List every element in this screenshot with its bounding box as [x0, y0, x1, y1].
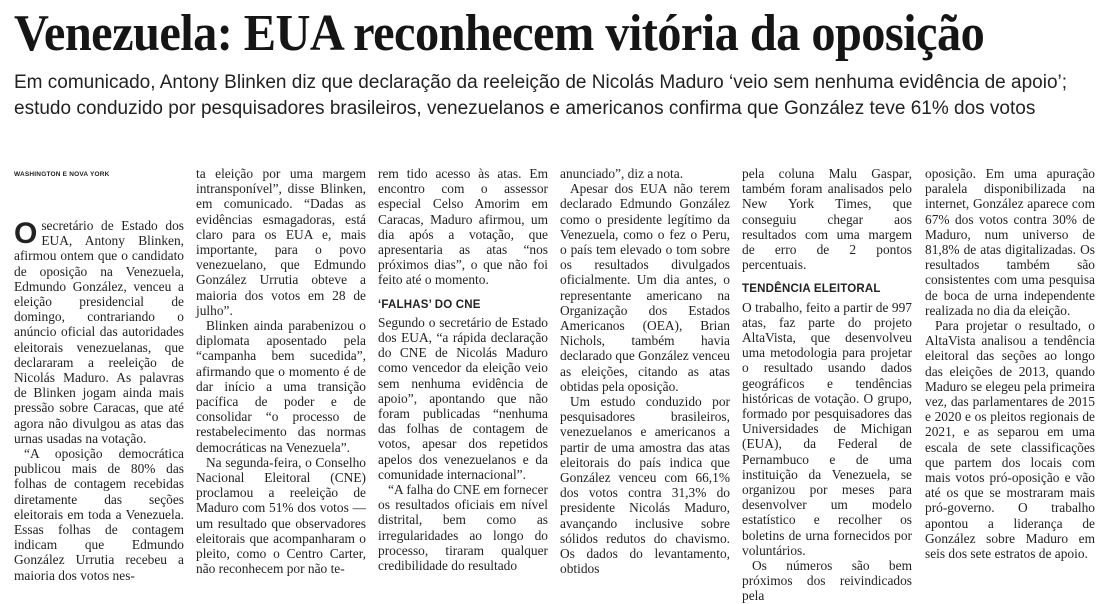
dateline: WASHINGTON E NOVA YORK [14, 171, 110, 178]
paragraph: Segundo o secretário de Estado dos EUA, “a rápida declaração do CNE de Nicolás Maduro como vencedor da eleição veio sem nenhuma evidência de apoio”, apontando que não foram publicadas “nenhuma das folhas de contagem de votos, apesar dos repetidos apelos dos venezuelanos e da comunidade internacional”. [378, 314, 548, 482]
drop-cap: O [14, 217, 38, 250]
paragraph: Um estudo conduzido por pesquisadores brasileiros, venezuelanos e americanos a partir de uma amostra das atas eleitorais do país indica que González venceu com 66,1% dos votos contra 31,3% do presidente Nicolás Maduro, avançando inclusive sobre sólidos redutos do chavismo. Os dados do levantamento, obtidos [560, 394, 730, 577]
paragraph: oposição. Em uma apuração paralela disponibilizada na internet, González aparece com 67% dos votos contra 30% de Maduro, num universo de 81,8% de atas digitalizadas. Os resultados também são consistentes com uma pesquisa de boca de urna independente realizada no dia da eleição. [925, 166, 1095, 318]
subheading: ‘FALHAS’ DO CNE [378, 298, 481, 311]
headline: Venezuela: EUA reconhecem vitória da oposição [14, 5, 985, 62]
article-column-4 [560, 166, 730, 576]
subheading: TENDÊNCIA ELEITORAL [742, 283, 881, 296]
article-column-6 [925, 166, 1095, 561]
deck-line-1: Em comunicado, Antony Blinken diz que declaração da reeleição de Nicolás Maduro ‘veio sem nenhuma evidência de apoio’; [14, 72, 1068, 93]
article-column-5 [742, 166, 912, 604]
paragraph: secretário de Estado dos EUA, Antony Blinken, afirmou ontem que o candidato de oposição na Venezuela, Edmundo González, venceu a eleição presidencial de domingo, contrariando o anúncio oficial das autoridades eleitorais venezuelanas, que declararam a reeleição de Nicolás Maduro. As palavras de Blinken jogam ainda mais pressão sobre Caracas, que até agora não divulgou as atas das urnas usadas na votação. [14, 218, 184, 446]
paragraph: Blinken ainda parabenizou o diplomata aposentado pela “campanha bem sucedida”, afirmando que o momento é de dar início a uma transição pacífica de poder e de consolidar “o processo de restabelecimento das normas democráticas na Venezuela”. [196, 318, 366, 455]
article-column-3 [378, 166, 548, 573]
article-column-1 [14, 218, 184, 583]
paragraph: Apesar dos EUA não terem declarado Edmundo González como o presidente legítimo da Venezuela, como o fez o Peru, o país tem elevado o tom sobre os resultados divulgados oficialmente. Um dia antes, o representante americano na Organização dos Estados Americanos (OEA), Brian Nichols, também havia declarado que González venceu as eleições, citando as atas obtidas pela oposição. [560, 181, 730, 394]
deck-line-2: estudo conduzido por pesquisadores brasileiros, venezuelanos e americanos confirma que González teve 61% dos votos [14, 98, 1036, 119]
paragraph: Os números são bem próximos dos reivindicados pela [742, 558, 912, 604]
paragraph: “A falha do CNE em fornecer os resultados oficiais em nível distrital, bem como as irregularidades ao longo do processo, tiraram qualquer credibilidade do resultado [378, 482, 548, 574]
paragraph: ta eleição por uma margem intransponível”, disse Blinken, em comunicado. “Dadas as evidências esmagadoras, está claro para os EUA e, mais importante, para o povo venezuelano, que Edmundo González Urrutia obteve a maioria dos votos em 28 de julho”. [196, 166, 366, 318]
paragraph: Para projetar o resultado, o AltaVista analisou a tendência eleitoral das seções ao longo das eleições de 2013, quando Maduro se elegeu pela primeira vez, das parlamentares de 2015 e 2020 e os pleitos regionais de 2021, e as separou em uma escala de sete classificações que partem dos locais com mais votos pró-oposição e vão até os que se mostraram mais pró-governo. O trabalho apontou a liderança de González sobre Maduro em seis dos sete estratos de apoio. [925, 318, 1095, 562]
paragraph: anunciado”, diz a nota. [560, 166, 684, 181]
paragraph: rem tido acesso às atas. Em encontro com o assessor especial Celso Amorim em Caracas, Maduro afirmou, um dia após a votação, que apresentaria as atas “nos próximos dias”, o que não foi feito até o momento. [378, 166, 548, 288]
paragraph: pela coluna Malu Gaspar, também foram analisados pelo New York Times, que conseguiu chegar aos resultados com uma margem de erro de 2 pontos percentuais. [742, 166, 912, 273]
paragraph: Na segunda-feira, o Conselho Nacional Eleitoral (CNE) proclamou a reeleição de Maduro com 51% dos votos — um resultado que observadores eleitorais que acompanharam o pleito, como o Centro Carter, não reconhecem por não te- [196, 454, 366, 577]
paragraph: O trabalho, feito a partir de 997 atas, faz parte do projeto AltaVista, que desenvolveu uma metodologia para projetar o resultado usando dados geográficos e tendências históricas de votação. O grupo, formado por pesquisadores das Universidades de Michigan (EUA), da Federal de Pernambuco e de uma instituição da Venezuela, se organizou por meses para desenvolver um modelo estatístico e recolher os boletins de urna fornecidos por voluntários. [742, 299, 912, 558]
article-column-2 [196, 166, 366, 576]
deck [14, 70, 1104, 122]
paragraph: “A oposição democrática publicou mais de 80% das folhas de contagem recebidas diretamente das seções eleitorais em toda a Venezuela. Essas folhas de contagem indicam que Edmundo González Urrutia recebeu a maioria dos votos nes- [14, 446, 184, 583]
